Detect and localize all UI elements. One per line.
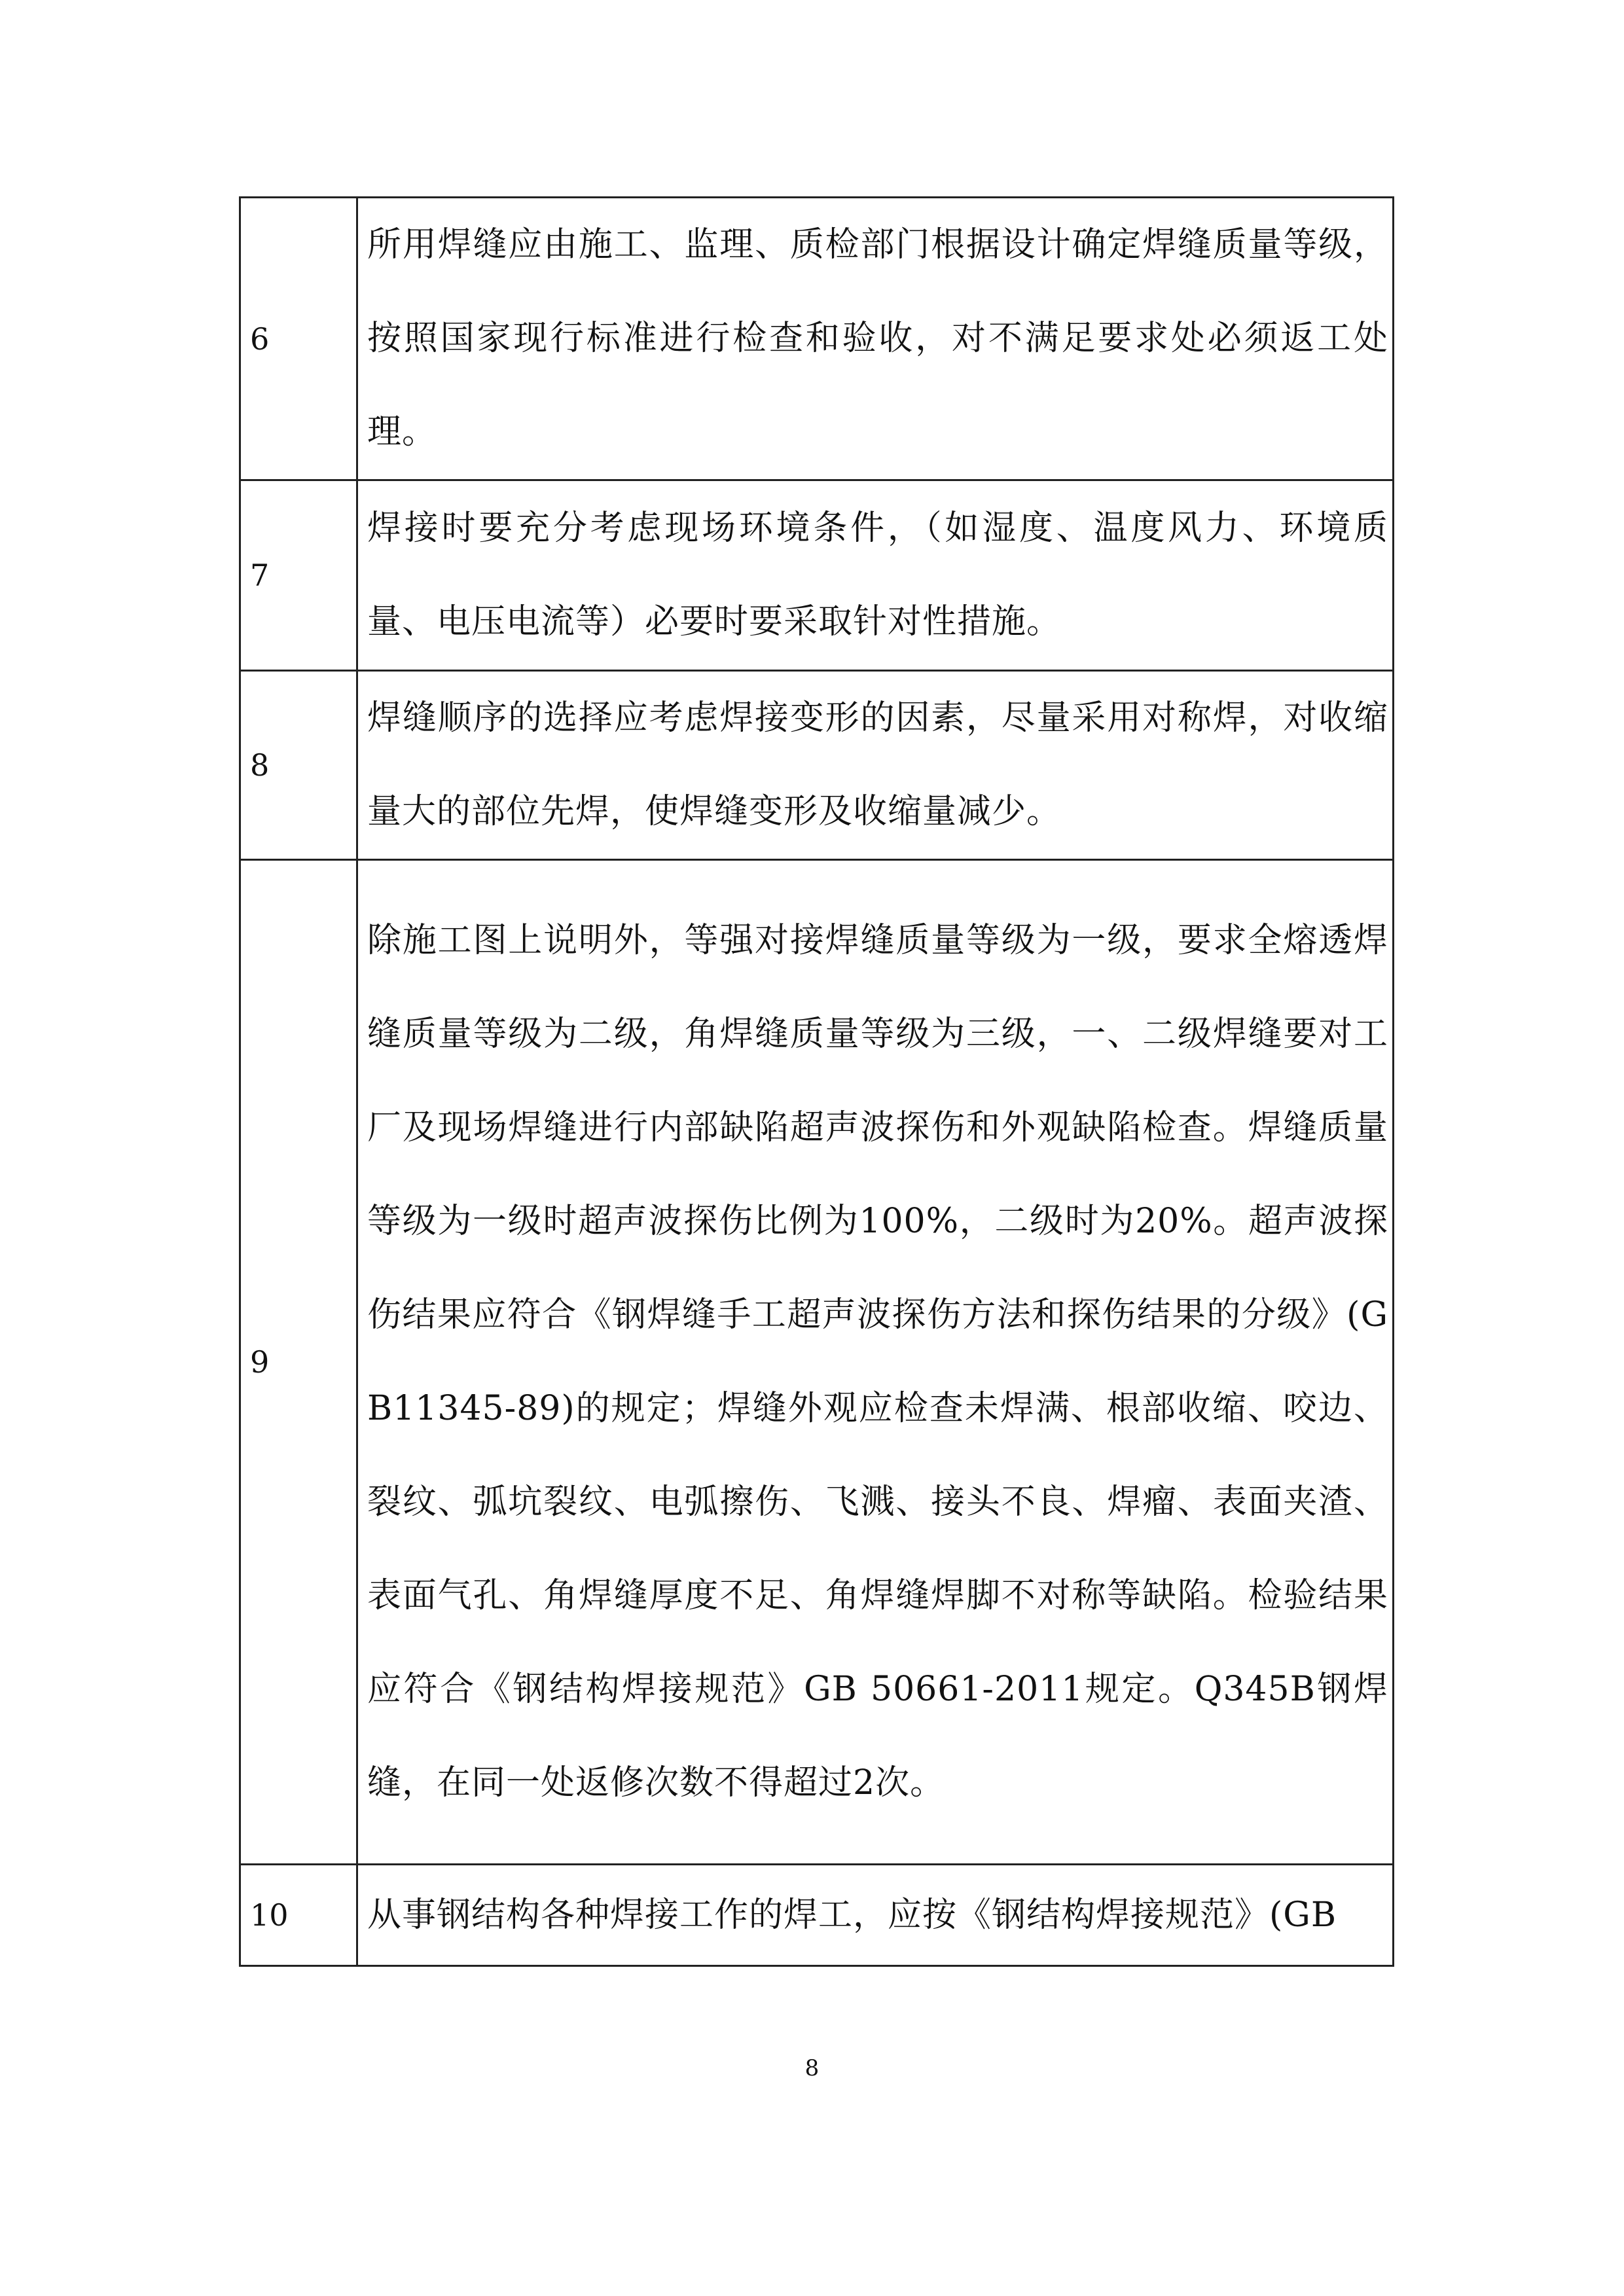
table-row <box>240 198 1394 480</box>
table-row <box>240 1865 1394 1966</box>
row-number: 8 <box>240 671 357 860</box>
row-text: 所用焊缝应由施工、监理、质检部门根据设计确定焊缝质量等级，按照国家现行标准进行检查和验收，对不满足要求处必须返工处理。 <box>357 198 1394 480</box>
row-text: 焊接时要充分考虑现场环境条件，（如湿度、温度风力、环境质量、电压电流等）必要时要采取针对性措施。 <box>357 480 1394 671</box>
welding-requirements-table <box>239 196 1394 1967</box>
row-number: 7 <box>240 480 357 671</box>
row-text: 从事钢结构各种焊接工作的焊工，应按《钢结构焊接规范》(GB <box>357 1865 1394 1966</box>
page-number: 8 <box>804 2055 820 2081</box>
table-row <box>240 671 1394 860</box>
row-number: 10 <box>240 1865 357 1966</box>
row-number: 9 <box>240 860 357 1865</box>
table-row <box>240 480 1394 671</box>
row-text: 除施工图上说明外，等强对接焊缝质量等级为一级，要求全熔透焊缝质量等级为二级，角焊缝质量等级为三级，一、二级焊缝要对工厂及现场焊缝进行内部缺陷超声波探伤和外观缺陷检查。焊缝质量等级为一级时超声波探伤比例为100%，二级时为20%。超声波探伤结果应符合《钢焊缝手工超声波探伤方法和探伤结果的分级》(GB11345-89)的规定；焊缝外观应检查未焊满、根部收缩、咬边、裂纹、弧坑裂纹、电弧擦伤、飞溅、接头不良、焊瘤、表面夹渣、表面气孔、角焊缝厚度不足、角焊缝焊脚不对称等缺陷。检验结果应符合《钢结构焊接规范》GB 50661-2011规定。Q345B钢焊缝，在同一处返修次数不得超过2次。 <box>357 860 1394 1865</box>
row-text: 焊缝顺序的选择应考虑焊接变形的因素，尽量采用对称焊，对收缩量大的部位先焊，使焊缝变形及收缩量减少。 <box>357 671 1394 860</box>
row-number: 6 <box>240 198 357 480</box>
table-row <box>240 860 1394 1865</box>
